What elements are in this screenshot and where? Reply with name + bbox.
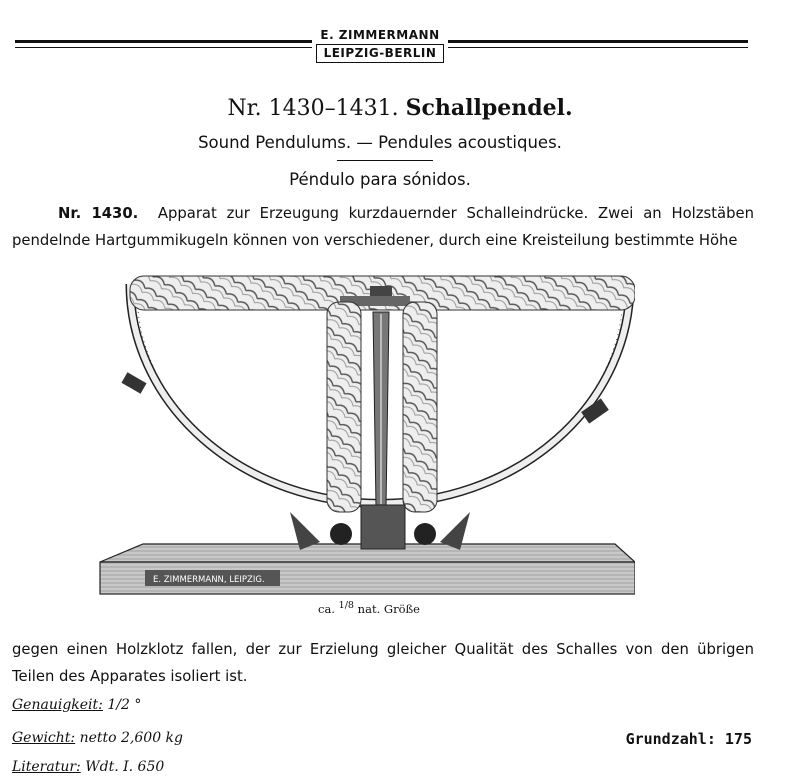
literature-label: Literatur: (12, 759, 81, 775)
brand-line-2: LEIPZIG-BERLIN (316, 44, 444, 63)
spec-weight (12, 730, 183, 746)
title-name: Schallpendel. (405, 95, 573, 121)
header-rule-left (15, 40, 312, 48)
page-title (0, 95, 800, 121)
grundzahl: Grundzahl: 175 (625, 730, 752, 748)
left-ball (330, 523, 352, 545)
pendulum-illustration (95, 262, 635, 602)
brand-logo (316, 27, 444, 63)
left-rope-pendulum (327, 302, 361, 512)
description-paragraph-2: gegen einen Holzklotz fallen, der zur Erzielung gleicher Qualität des Schalles von den übrigen Teilen des Apparates isoliert ist. (12, 641, 754, 685)
base-label: E. ZIMMERMANN, LEIPZIG. (153, 575, 265, 585)
header-rule-right (448, 40, 748, 48)
description-text-start: Apparat zur Erzeugung kurzdauernder Schalleindrücke. Zwei an Holzstäben pendelnde Hartgummikugeln können von verschiedener, durch eine Kreisteilung bestimmte Höhe (12, 205, 754, 249)
right-rope-pendulum (403, 302, 437, 512)
description-paragraph-1 (12, 200, 754, 254)
spec-literature (12, 759, 164, 775)
title-number: Nr. 1430–1431. (227, 96, 399, 121)
illustration-caption: ca. $^{1/8}$ nat. Größe (318, 600, 420, 616)
subtitle-es: Péndulo para sónidos. (289, 170, 471, 189)
right-ball (414, 523, 436, 545)
weight-value: netto 2,600 kg (79, 730, 184, 746)
wood-block (361, 505, 405, 549)
brand-line-1: E. ZIMMERMANN (320, 28, 440, 42)
accuracy-label: Genauigkeit: (12, 697, 103, 713)
accuracy-value: 1/2 ° (107, 697, 142, 713)
subtitle-divider (337, 160, 433, 161)
description-number: Nr. 1430. (58, 205, 139, 222)
weight-label: Gewicht: (12, 730, 76, 746)
literature-value: Wdt. I. 650 (85, 759, 165, 775)
spec-accuracy (12, 697, 141, 713)
left-clamp (121, 372, 146, 393)
subtitle-en-fr: Sound Pendulums. — Pendules acoustiques. (198, 133, 562, 152)
